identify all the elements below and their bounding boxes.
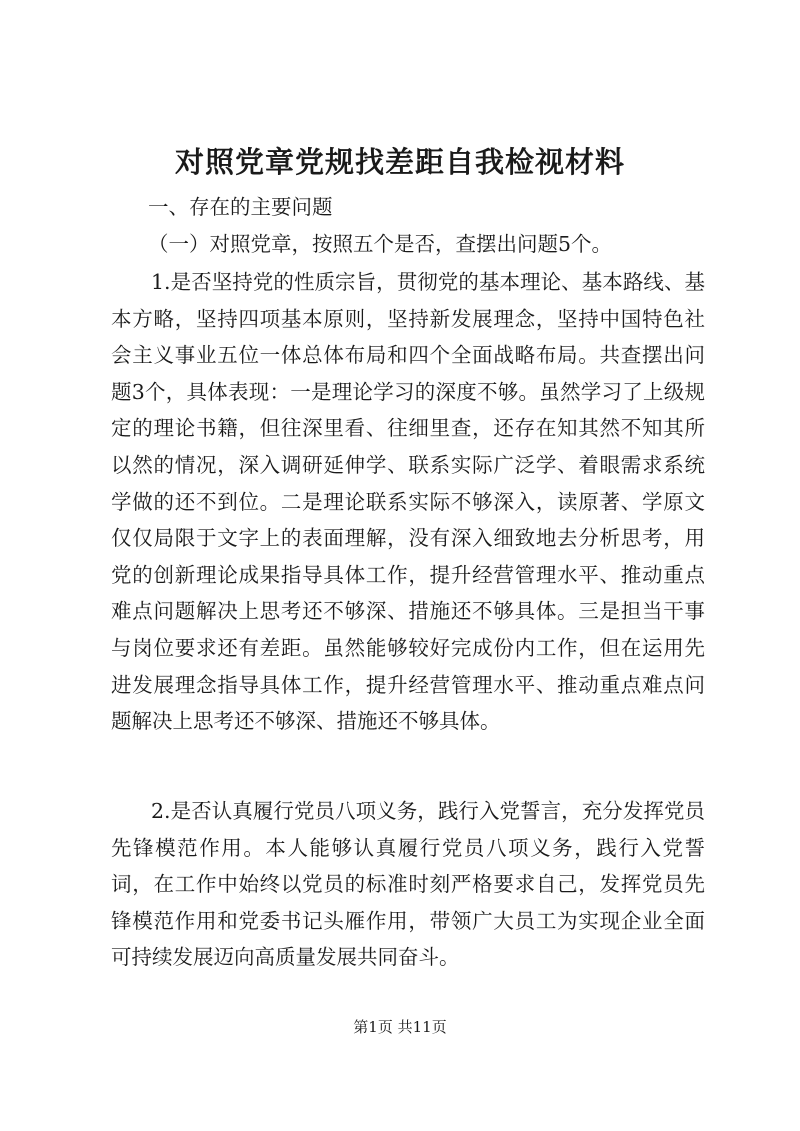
subsection-heading: （一）对照党章，按照五个是否，查摆出问题5个。: [148, 232, 613, 256]
section-heading: 一、存在的主要问题: [148, 195, 333, 219]
document-title: 对照党章党规找差距自我检视材料: [174, 145, 625, 179]
paragraph-2-text: 2.是否认真履行党员八项义务，践行入党誓言，充分发挥党员先锋模范作用。本人能够认真履行党员八项义务，践行入党誓词，在工作中始终以党员的标准时刻严格要求自己，发挥党员先锋模范作用和党委书记头雁作用，带领广大员工为实现企业全面可持续发展迈向高质量发展共同奋斗。: [111, 799, 705, 970]
paragraph-1: [111, 264, 705, 740]
paragraph-2: [111, 793, 705, 976]
paragraph-1-text: 1.是否坚持党的性质宗旨，贯彻党的基本理论、基本路线、基本方略，坚持四项基本原则，坚持新发展理念，坚持中国特色社会主义事业五位一体总体布局和四个全面战略布局。共查摆出问题3个，具体表现：一是理论学习的深度不够。虽然学习了上级规定的理论书籍，但往深里看、往细里查，还存在知其然不知其所以然的情况，深入调研延伸学、联系实际广泛学、着眼需求系统学做的还不到位。二是理论联系实际不够深入，读原著、学原文仅仅局限于文字上的表面理解，没有深入细致地去分析思考，用党的创新理论成果指导具体工作，提升经营管理水平、推动重点难点问题解决上思考还不够深、措施还不够具体。三是担当干事与岗位要求还有差距。虽然能够较好完成份内工作，但在运用先进发展理念指导具体工作，提升经营管理水平、推动重点难点问题解决上思考还不够深、措施还不够具体。: [111, 270, 705, 734]
page-number: 第1页 共11页: [353, 1018, 447, 1036]
